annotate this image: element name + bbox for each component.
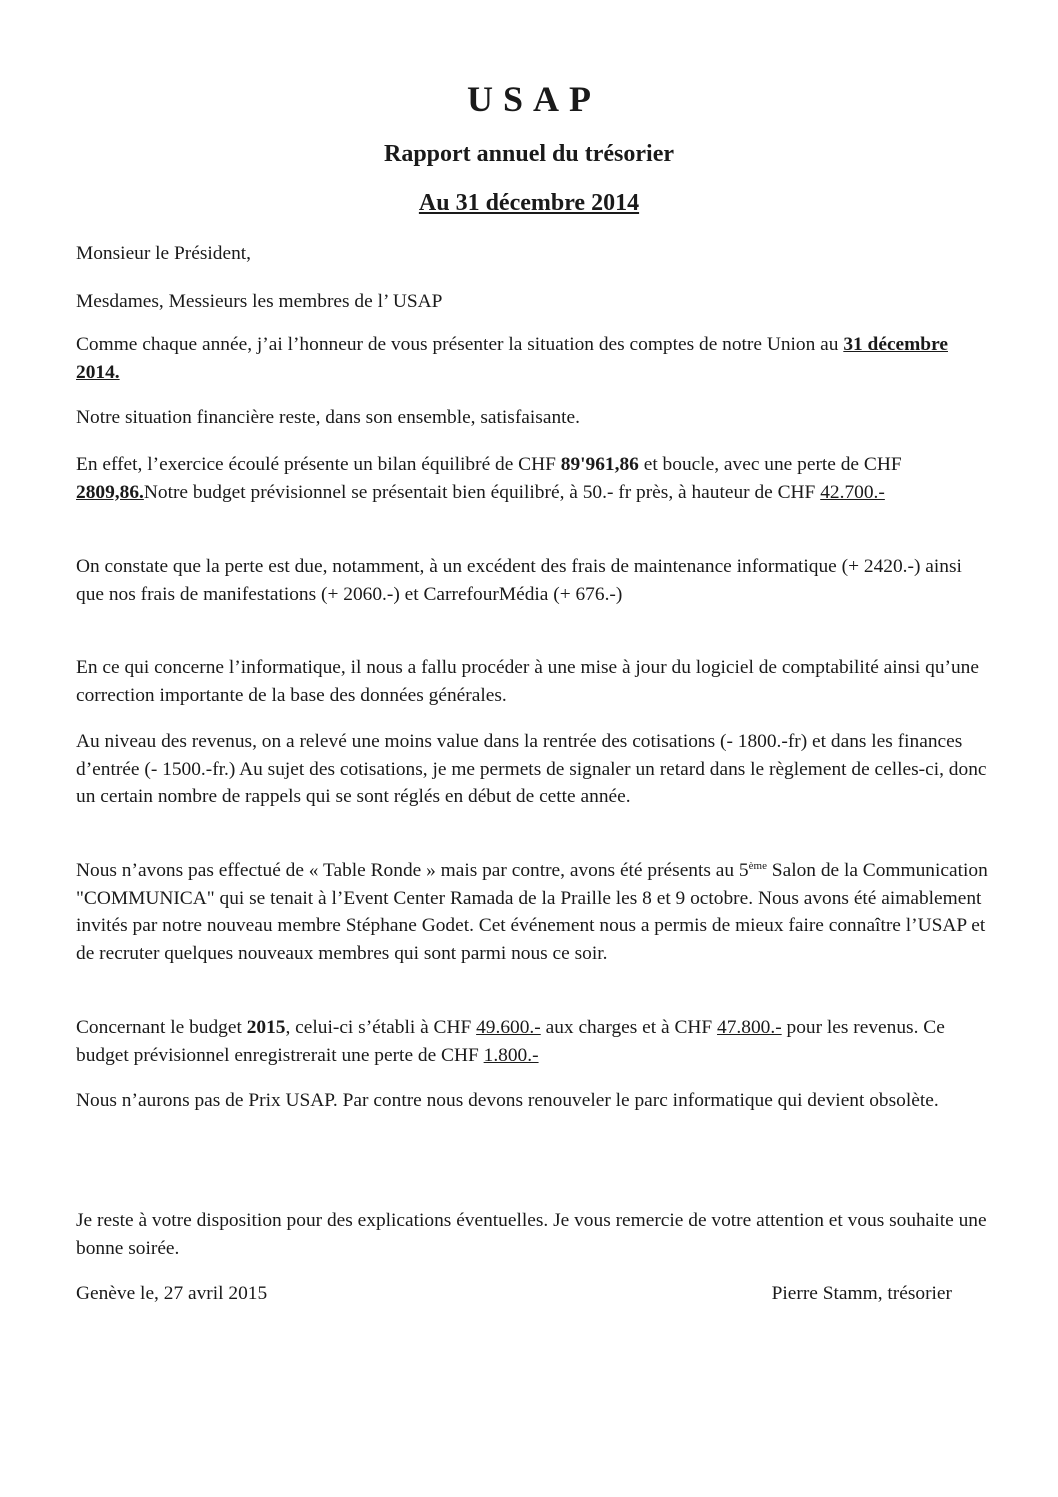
paragraph-communica xyxy=(76,857,988,967)
budget-text-c: aux charges et à CHF xyxy=(540,1017,718,1038)
paragraph-revenus: Au niveau des revenus, on a relevé une moins value dans la rentrée des cotisations (- 1800.-fr) et dans les finances d’entrée (- 1500.-fr.) Au sujet des cotisations, je me permets de signaler un retard dans le règlement de celles-ci, donc un certain nombre de rappels qui se sont réglés en début de cette année. xyxy=(76,731,987,807)
ordinal-superscript: ème xyxy=(748,860,767,872)
budget-amount: 42.700.- xyxy=(820,481,885,503)
revenus-amount: 47.800.- xyxy=(717,1017,782,1038)
paragraph-situation: Notre situation financière reste, dans son ensemble, satisfaisante. xyxy=(76,407,580,428)
signature: Pierre Stamm, trésorier xyxy=(771,1283,952,1304)
paragraph-informatique: En ce qui concerne l’informatique, il nous a fallu procéder à une mise à jour du logiciel de comptabilité ainsi qu’une correction importante de la base des données générales. xyxy=(76,657,979,706)
paragraph-intro xyxy=(76,331,988,386)
paragraph-intro-text: Comme chaque année, j’ai l’honneur de vous présenter la situation des comptes de notre Union au xyxy=(76,334,844,355)
communica-text-a: Nous n’avons pas effectué de « Table Ronde » mais par contre, avons été présents au 5 xyxy=(76,860,749,881)
salutation-president: Monsieur le Président, xyxy=(76,243,252,264)
organization-title: USAP xyxy=(466,79,601,119)
paragraph-prix-usap: Nous n’aurons pas de Prix USAP. Par contre nous devons renouveler le parc informatique qui devient obsolète. xyxy=(76,1090,939,1111)
bilan-amount: 89'961,86 xyxy=(560,454,639,475)
loss-amount: 2809,86. xyxy=(76,481,144,503)
paragraph-budget-2015 xyxy=(76,1014,988,1069)
paragraph-closing: Je reste à votre disposition pour des explications éventuelles. Je vous remercie de votre attention et vous souhaite une bonne soirée. xyxy=(76,1210,987,1259)
budget-text-d: pour les revenus. Ce budget prévisionnel enregistrerait une perte de CHF xyxy=(76,1017,945,1066)
bilan-text-b: et boucle, avec une perte de CHF xyxy=(638,454,902,475)
paragraph-loss-causes: On constate que la perte est due, notamment, à un excédent des frais de maintenance informatique (+ 2420.-) ainsi que nos frais de manifestations (+ 2060.-) et CarrefourMédia (+ 676.-) xyxy=(76,556,962,605)
budget-year: 2015 xyxy=(246,1017,286,1038)
charges-amount: 49.600.- xyxy=(476,1017,541,1038)
place-date: Genève le, 27 avril 2015 xyxy=(76,1283,268,1304)
budget-text-a: Concernant le budget xyxy=(76,1017,247,1038)
bilan-text-c: Notre budget prévisionnel se présentait bien équilibré, à 50.- fr près, à hauteur de CHF xyxy=(143,481,821,503)
paragraph-bilan xyxy=(76,451,988,506)
forecast-loss-amount: 1.800.- xyxy=(483,1044,539,1066)
communica-text-b: Salon de la Communication "COMMUNICA" qui se tenait à l’Event Center Ramada de la Praille les 8 et 9 octobre. Nous avons été aimablement invités par notre nouveau membre Stéphane Godet. Cet événement nous a permis de mieux faire connaître l’USAP et de recruter quelques nouveaux membres qui sont parmi nous ce soir. xyxy=(76,860,988,964)
salutation-members: Mesdames, Messieurs les membres de l’ USAP xyxy=(76,291,443,312)
closing-date: 31 décembre 2014. xyxy=(76,334,948,383)
report-title: Rapport annuel du trésorier xyxy=(384,141,674,167)
budget-text-b: , celui-ci s’établi à CHF xyxy=(285,1017,477,1038)
report-date: Au 31 décembre 2014 xyxy=(418,190,640,216)
bilan-text-a: En effet, l’exercice écoulé présente un bilan équilibré de CHF xyxy=(76,454,561,475)
